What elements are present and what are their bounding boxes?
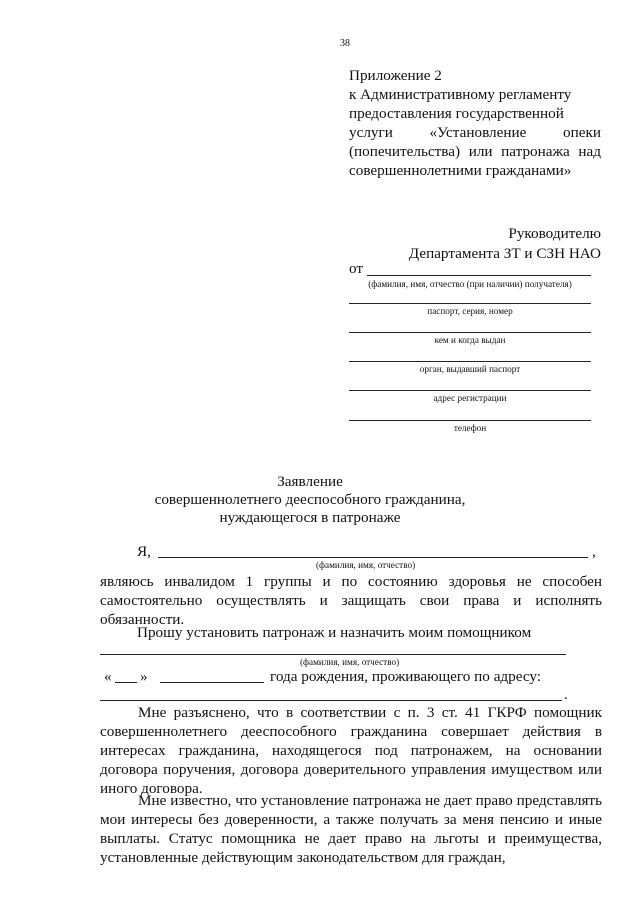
helper-fio-caption: (фамилия, имя, отчество) bbox=[300, 657, 400, 667]
para1-line: обязанности. bbox=[100, 611, 185, 628]
title-line: нуждающегося в патронаже bbox=[219, 509, 401, 526]
phone-caption: телефон bbox=[453, 423, 487, 433]
title-line: Заявление bbox=[277, 473, 343, 490]
paragraph-1 bbox=[100, 572, 602, 629]
issued-field[interactable] bbox=[349, 332, 591, 345]
authority-field[interactable] bbox=[349, 361, 591, 374]
appendix-line: совершеннолетними гражданами» bbox=[349, 162, 572, 179]
request-text: Прошу установить патронаж и назначить моим помощником bbox=[137, 624, 532, 641]
period: . bbox=[564, 686, 568, 703]
address-caption: адрес регистрации bbox=[433, 393, 507, 403]
appendix-line: (попечительства) или патронажа над bbox=[349, 143, 601, 160]
ya-label: Я, bbox=[137, 543, 151, 560]
from-label: от bbox=[349, 260, 364, 277]
passport-caption: паспорт, серия, номер bbox=[427, 306, 513, 316]
from-row bbox=[349, 260, 601, 278]
appendix-line: услуги «Установление опеки bbox=[349, 124, 601, 141]
addressee-line: Руководителю bbox=[508, 225, 601, 242]
fio-caption: (фамилия, имя, отчество (при наличии) получателя) bbox=[368, 279, 572, 289]
appendix-header bbox=[349, 66, 601, 180]
birth-day-line[interactable] bbox=[115, 682, 137, 683]
fio-field bbox=[349, 277, 591, 289]
addressee-line: Департамента ЗТ и СЗН НАО bbox=[408, 245, 601, 262]
para1-line: самостоятельно осуществлять и защищать свои права и исполнять bbox=[100, 592, 602, 609]
document-title bbox=[100, 473, 520, 527]
appendix-line: Приложение 2 bbox=[349, 67, 442, 84]
passport-field[interactable] bbox=[349, 303, 591, 316]
comma: , bbox=[592, 543, 596, 560]
appendix-line: предоставления государственной bbox=[349, 105, 564, 122]
helper-name-line[interactable] bbox=[100, 654, 566, 655]
paragraph-2: Мне разъяснено, что в соответствии с п. 3 ст. 41 ГКРФ помощник совершеннолетнего дееспособного гражданина совершает действия в интересах гражданина, находящегося под патронажем, на основании договора поручения, договора доверительного управления имуществом или иного договора. bbox=[100, 704, 602, 797]
page-number: 38 bbox=[340, 38, 350, 49]
birth-year-line[interactable] bbox=[160, 682, 264, 683]
appendix-line: к Административному регламенту bbox=[349, 86, 572, 103]
helper-address-line[interactable] bbox=[100, 700, 562, 701]
authority-caption: орган, выдавший паспорт bbox=[419, 364, 521, 374]
para1-line: являюсь инвалидом 1 группы и по состоянию здоровья не способен bbox=[100, 573, 602, 590]
quote-open: « bbox=[104, 668, 112, 685]
issued-caption: кем и когда выдан bbox=[434, 335, 506, 345]
address-field[interactable] bbox=[349, 390, 591, 403]
from-line[interactable] bbox=[367, 275, 591, 276]
quote-close: » bbox=[140, 668, 148, 685]
paragraph-3: Мне известно, что установление патронажа не дает право представлять мои интересы без доверенности, а также получать за меня пенсию и иные выплаты. Статус помощника не дает право на льготы и преимущества, установленные действующим законодательством для граждан, bbox=[100, 792, 602, 866]
phone-field[interactable] bbox=[349, 420, 591, 433]
title-line: совершеннолетнего дееспособного гражданина, bbox=[154, 491, 466, 508]
birth-text: года рождения, проживающего по адресу: bbox=[270, 668, 542, 685]
applicant-fio-caption: (фамилия, имя, отчество) bbox=[316, 560, 416, 570]
applicant-name-line[interactable] bbox=[158, 557, 588, 558]
addressee-block bbox=[349, 224, 601, 264]
